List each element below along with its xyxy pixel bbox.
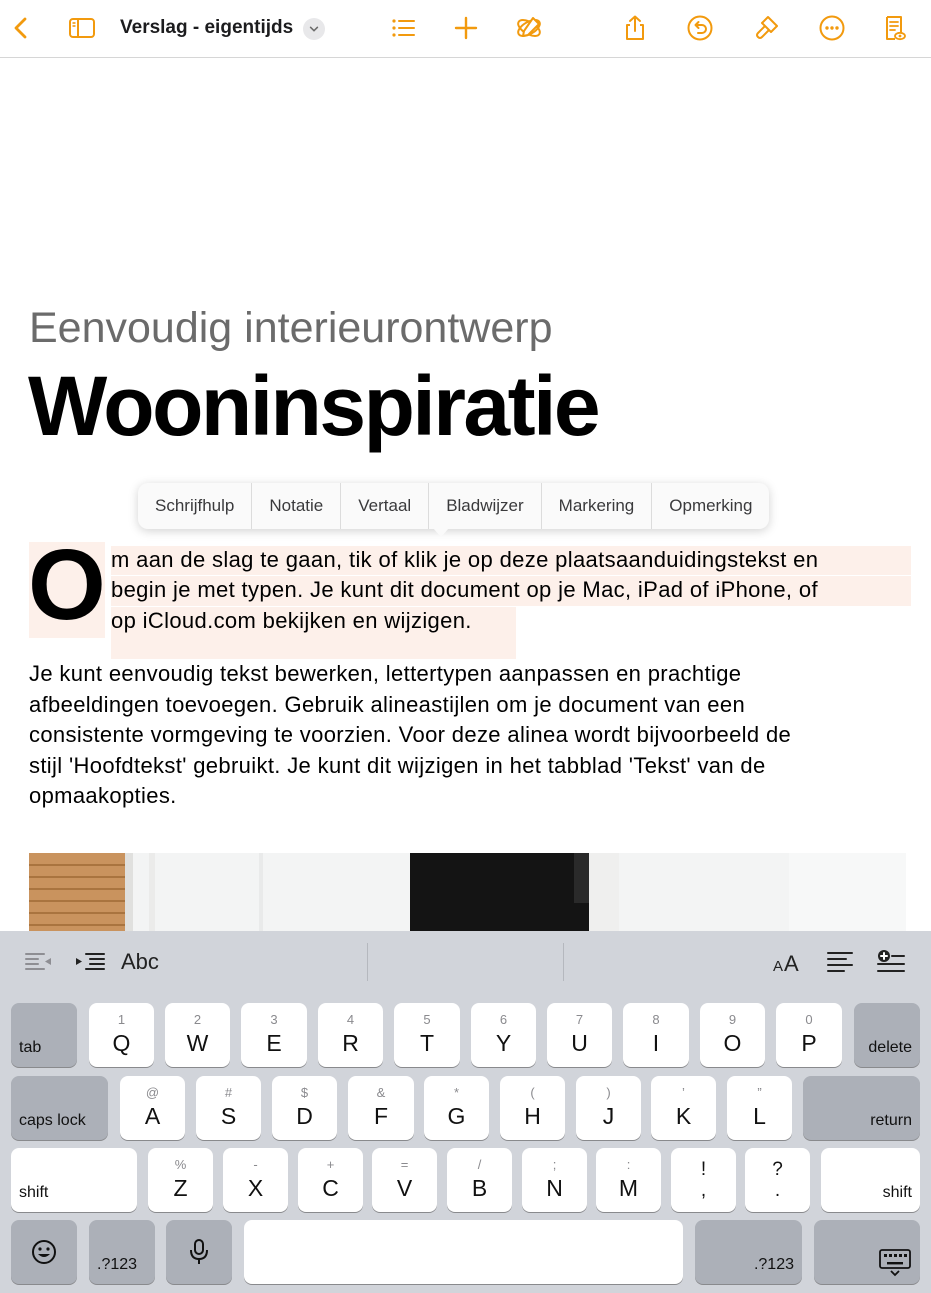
format-brush-icon[interactable] bbox=[750, 12, 782, 44]
key-b[interactable]: / B bbox=[447, 1148, 512, 1212]
dropcap-letter[interactable]: O bbox=[28, 529, 106, 641]
key-e[interactable]: 3 E bbox=[241, 1003, 307, 1067]
key-exclamation-comma[interactable]: ! , bbox=[671, 1148, 736, 1212]
writing-tools-icon[interactable] bbox=[513, 12, 545, 44]
title-dropdown-icon[interactable] bbox=[303, 18, 325, 40]
key-o[interactable]: 9 O bbox=[700, 1003, 765, 1067]
body-text-line[interactable]: Je kunt eenvoudig tekst bewerken, lettertypen aanpassen en prachtige bbox=[29, 661, 742, 686]
divider bbox=[367, 943, 368, 981]
dismiss-keyboard-key[interactable] bbox=[814, 1220, 920, 1284]
key-question-period[interactable]: ? . bbox=[745, 1148, 810, 1212]
space-key[interactable] bbox=[244, 1220, 683, 1284]
key-z[interactable]: % Z bbox=[148, 1148, 213, 1212]
key-l[interactable]: ” L bbox=[727, 1076, 792, 1140]
key-w[interactable]: 2 W bbox=[165, 1003, 230, 1067]
tab-key[interactable]: tab bbox=[11, 1003, 77, 1067]
key-v[interactable]: = V bbox=[372, 1148, 437, 1212]
key-f[interactable]: & F bbox=[348, 1076, 414, 1140]
divider bbox=[563, 943, 564, 981]
align-left-icon[interactable] bbox=[826, 947, 854, 977]
key-p[interactable]: 0 P bbox=[776, 1003, 842, 1067]
key-u[interactable]: 7 U bbox=[547, 1003, 612, 1067]
svg-text:A: A bbox=[784, 951, 799, 974]
key-y[interactable]: 6 Y bbox=[471, 1003, 536, 1067]
key-d[interactable]: $ D bbox=[272, 1076, 337, 1140]
document-title[interactable]: Verslag - eigentijds bbox=[120, 17, 294, 38]
body-text-line[interactable]: consistente vormgeving te voorzien. Voor deze alinea wordt bijvoorbeeld de bbox=[29, 722, 792, 747]
more-icon[interactable] bbox=[816, 12, 848, 44]
return-key[interactable]: return bbox=[803, 1076, 920, 1140]
body-text-line[interactable]: opmaakopties. bbox=[29, 783, 177, 808]
body-text-line[interactable]: m aan de slag te gaan, tik of klik je op deze plaatsaanduidingstekst en bbox=[111, 547, 819, 572]
sidebar-icon[interactable] bbox=[66, 12, 98, 44]
key-c[interactable]: + C bbox=[298, 1148, 363, 1212]
microphone-icon bbox=[187, 1237, 211, 1267]
list-icon[interactable] bbox=[387, 12, 419, 44]
caps-lock-key[interactable]: caps lock bbox=[11, 1076, 108, 1140]
key-s[interactable]: # S bbox=[196, 1076, 261, 1140]
key-j[interactable]: ) J bbox=[576, 1076, 641, 1140]
key-k[interactable]: ’ K bbox=[651, 1076, 716, 1140]
add-icon[interactable] bbox=[450, 12, 482, 44]
dictation-key[interactable] bbox=[166, 1220, 232, 1284]
undo-icon[interactable] bbox=[684, 12, 716, 44]
indent-icon[interactable] bbox=[74, 947, 106, 977]
keyboard bbox=[0, 931, 931, 1293]
document-title-heading[interactable]: Wooninspiratie bbox=[28, 359, 599, 453]
key-x[interactable]: - X bbox=[223, 1148, 288, 1212]
paragraph-style-button[interactable]: Abc bbox=[121, 949, 159, 974]
delete-key[interactable]: delete bbox=[854, 1003, 920, 1067]
emoji-icon bbox=[30, 1238, 58, 1266]
numbers-key-right[interactable]: .?123 bbox=[695, 1220, 802, 1284]
body-text-line[interactable]: stijl 'Hoofdtekst' gebruikt. Je kunt dit wijzigen in het tabblad 'Tekst' van de bbox=[29, 753, 766, 778]
body-text-line[interactable]: begin je met typen. Je kunt dit document op je Mac, iPad of iPhone, of bbox=[111, 577, 818, 602]
insert-icon[interactable] bbox=[876, 947, 906, 977]
key-q[interactable]: 1 Q bbox=[89, 1003, 154, 1067]
key-n[interactable]: ; N bbox=[522, 1148, 587, 1212]
keyboard-dismiss-icon bbox=[878, 1248, 912, 1278]
svg-text:A: A bbox=[773, 958, 784, 974]
menu-item-format[interactable]: Notatie bbox=[252, 483, 341, 529]
body-text-line[interactable]: op iCloud.com bekijken en wijzigen. bbox=[111, 608, 472, 633]
key-m[interactable]: : M bbox=[596, 1148, 661, 1212]
outdent-icon[interactable] bbox=[24, 947, 54, 977]
menu-item-comment[interactable]: Opmerking bbox=[669, 496, 753, 515]
interior-photo[interactable] bbox=[29, 853, 906, 931]
key-a[interactable]: @ A bbox=[120, 1076, 185, 1140]
menu-item-bookmark[interactable]: Bladwijzer bbox=[429, 483, 541, 529]
menu-item-writing-tools[interactable]: Schrijfhulp bbox=[138, 483, 252, 529]
key-h[interactable]: ( H bbox=[500, 1076, 565, 1140]
menu-item-translate[interactable]: Vertaal bbox=[341, 483, 429, 529]
key-t[interactable]: 5 T bbox=[394, 1003, 460, 1067]
document-subtitle[interactable]: Eenvoudig interieurontwerp bbox=[29, 304, 553, 352]
font-size-icon[interactable] bbox=[772, 947, 804, 977]
context-menu bbox=[138, 483, 769, 529]
context-menu-arrow bbox=[433, 528, 449, 537]
share-icon[interactable] bbox=[619, 12, 651, 44]
keyboard-shortcut-bar bbox=[0, 931, 931, 993]
menu-item-highlight[interactable]: Markering bbox=[542, 483, 653, 529]
shift-left-key[interactable]: shift bbox=[11, 1148, 137, 1212]
numbers-key-left[interactable]: .?123 bbox=[89, 1220, 155, 1284]
back-chevron-icon[interactable] bbox=[6, 12, 38, 44]
key-r[interactable]: 4 R bbox=[318, 1003, 383, 1067]
reading-view-icon[interactable] bbox=[878, 12, 910, 44]
shift-right-key[interactable]: shift bbox=[821, 1148, 920, 1212]
key-g[interactable]: * G bbox=[424, 1076, 489, 1140]
emoji-key[interactable] bbox=[11, 1220, 77, 1284]
body-text-line[interactable]: afbeeldingen toevoegen. Gebruik alineastijlen om je document van een bbox=[29, 692, 746, 717]
key-i[interactable]: 8 I bbox=[623, 1003, 689, 1067]
toolbar bbox=[0, 0, 931, 58]
